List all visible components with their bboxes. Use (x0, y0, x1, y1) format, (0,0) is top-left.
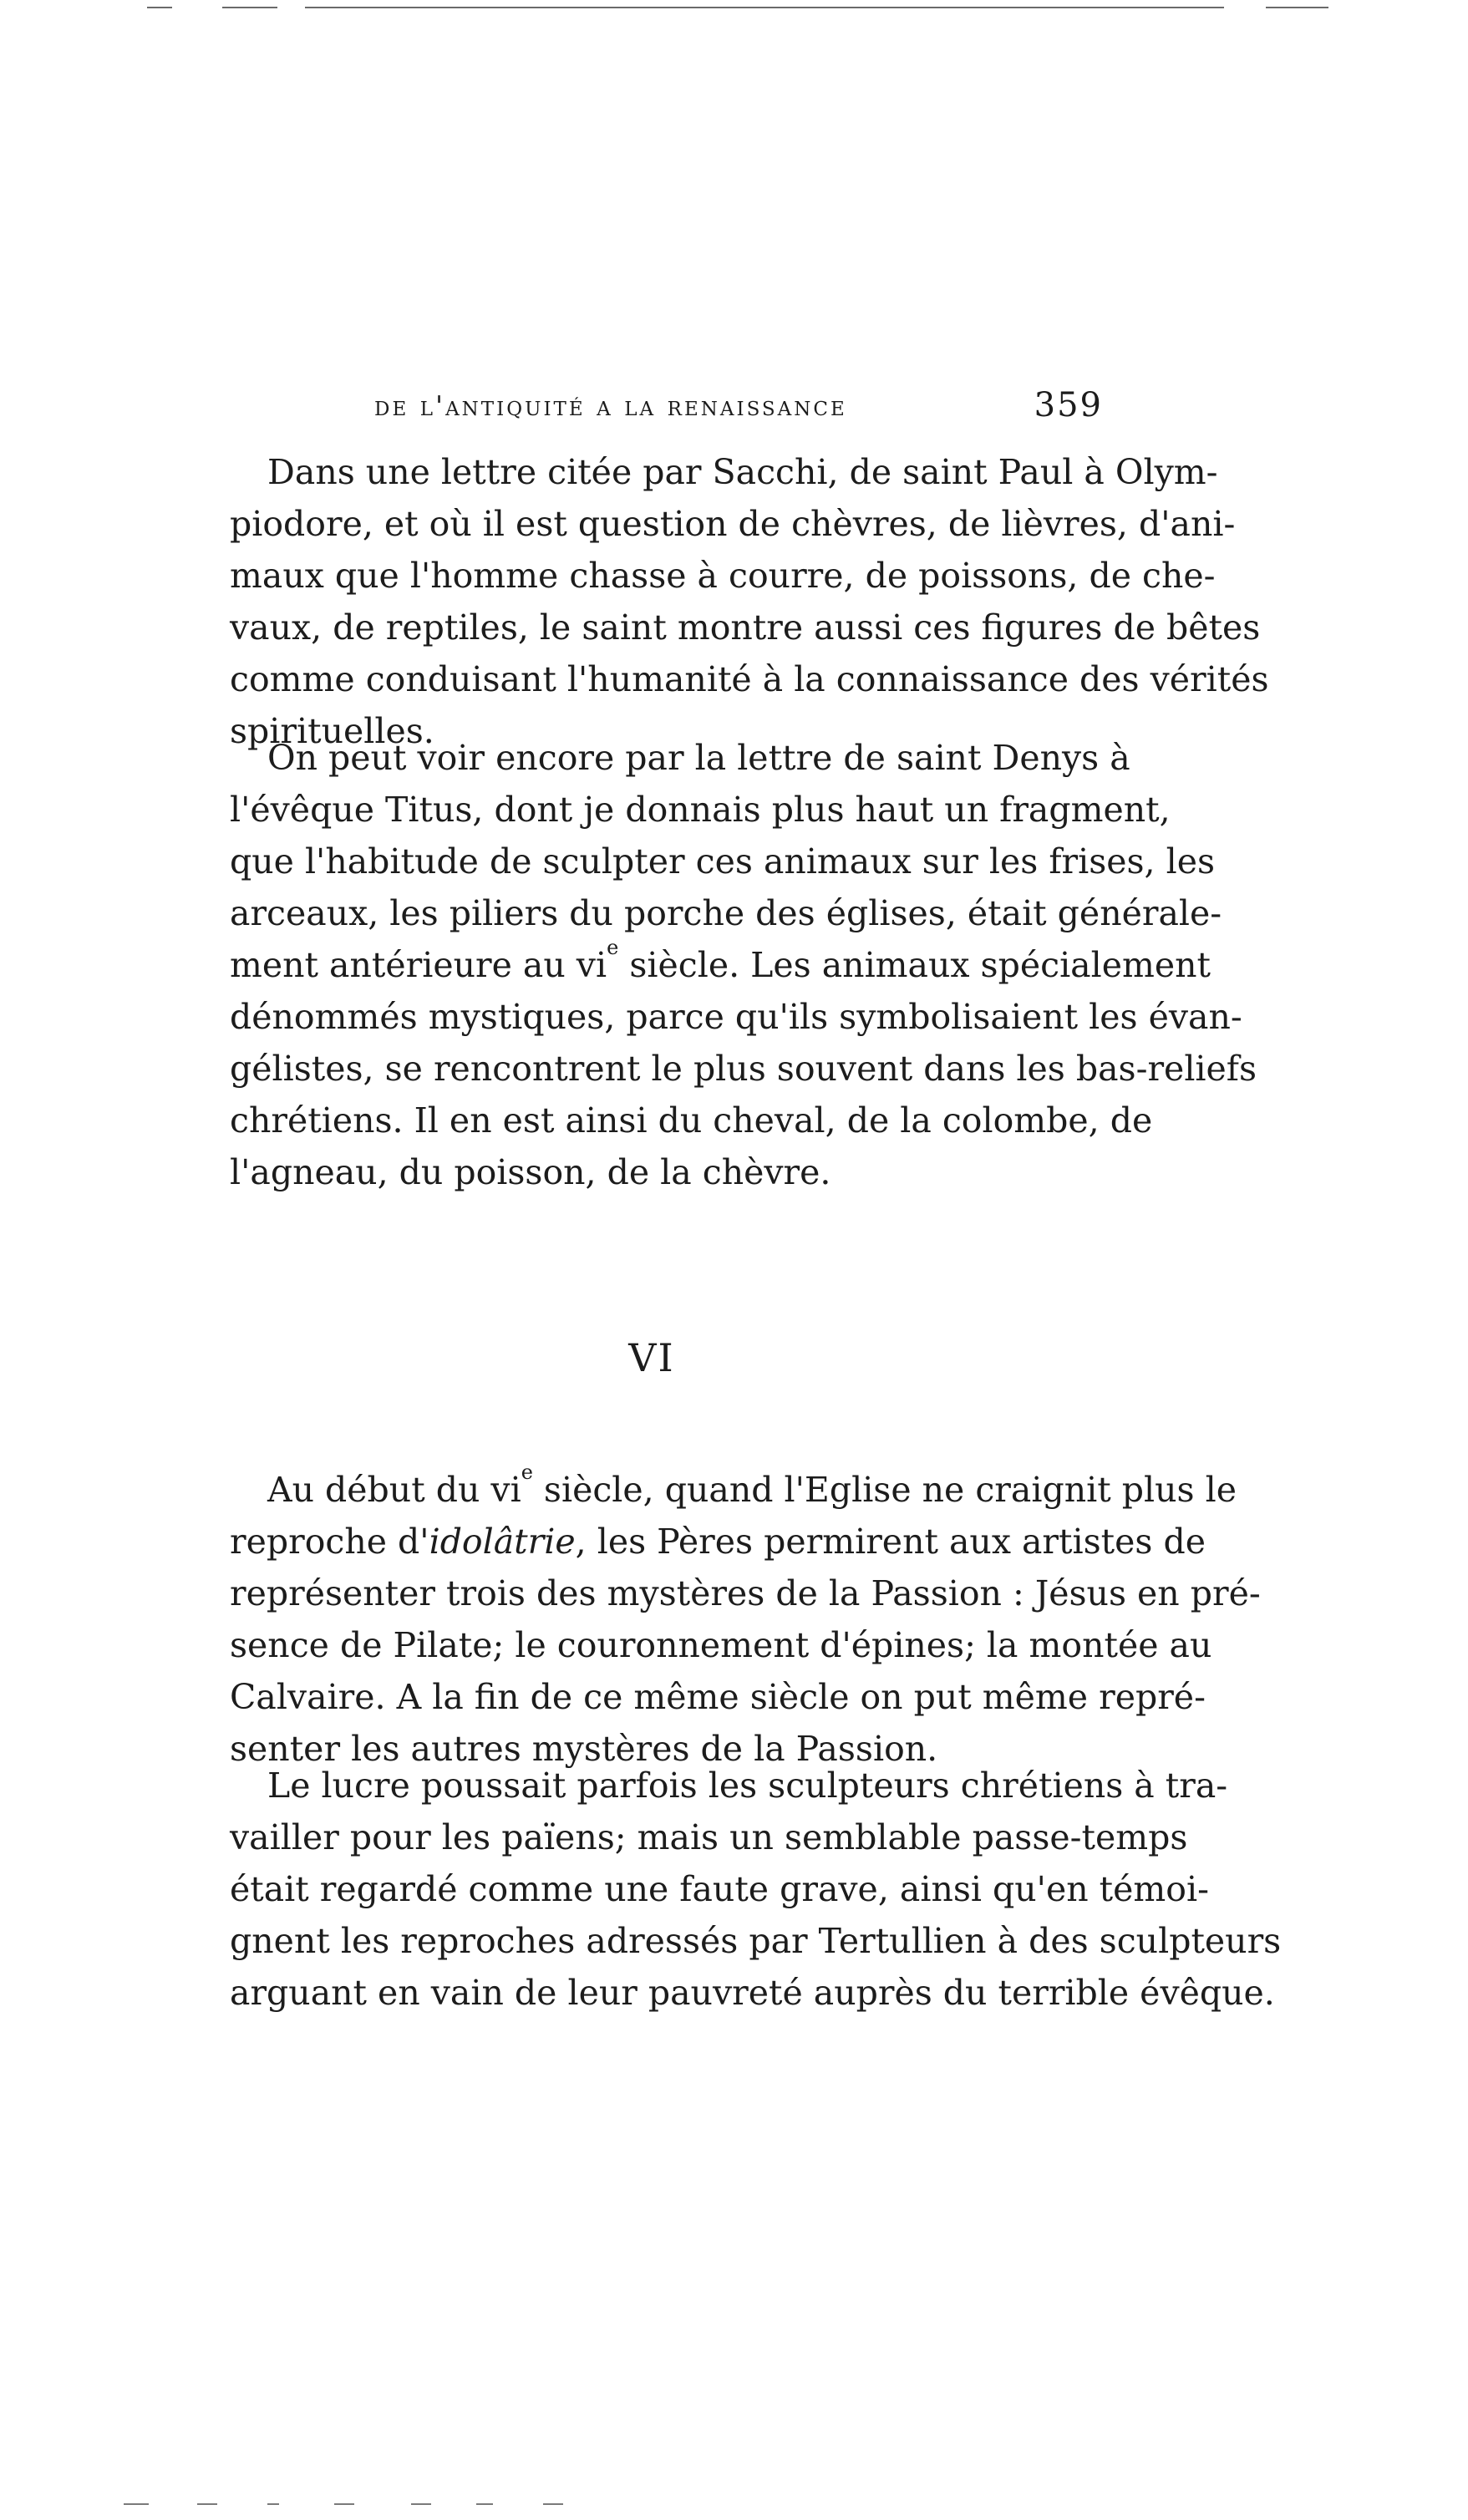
scan-dash-bottom-1 (124, 2503, 149, 2505)
text-line: vaux, de reptiles, le saint montre aussi ces figures de bêtes (230, 607, 1261, 648)
scan-rule-top-1 (147, 7, 172, 8)
text-line: dénommés mystiques, parce qu'ils symbolisaient les évan- (230, 997, 1242, 1037)
text-line (230, 1516, 1206, 1567)
text-line: représenter trois des mystères de la Passion : Jésus en pré- (230, 1573, 1261, 1613)
scan-dash-bottom-7 (543, 2503, 563, 2505)
text-line: était regardé comme une faute grave, ainsi qu'en témoi- (230, 1869, 1209, 1909)
scan-dash-bottom-3 (267, 2503, 279, 2505)
text-line: Dans une lettre citée par Sacchi, de saint Paul à Olym- (267, 452, 1218, 492)
scan-rule-top-3 (305, 7, 1224, 8)
paragraph-3 (230, 1461, 1261, 1775)
text-line: l'agneau, du poisson, de la chèvre. (230, 1152, 831, 1192)
paragraph-2 (230, 732, 1257, 1198)
text-line: maux que l'homme chasse à courre, de poissons, de che- (230, 556, 1216, 596)
text-line: arceaux, les piliers du porche des églises, était générale- (230, 893, 1222, 933)
text-line: vailler pour les païens; mais un semblable passe-temps (230, 1817, 1188, 1857)
text-line: que l'habitude de sculpter ces animaux sur les frises, les (230, 841, 1216, 881)
scan-dash-bottom-5 (411, 2503, 431, 2505)
text-fragment: reproche d' (230, 1522, 429, 1562)
text-fragment: siècle, quand l'Eglise ne craignit plus le (532, 1470, 1237, 1510)
paragraph-4 (230, 1760, 1282, 2019)
text-line (230, 1461, 1237, 1516)
scan-dash-bottom-4 (334, 2503, 354, 2505)
running-title: de l'antiquité a la renaissance (374, 389, 847, 422)
scan-dash-bottom-6 (476, 2503, 493, 2505)
scan-rule-top-4 (1266, 7, 1328, 8)
section-heading: VI (628, 1335, 675, 1380)
text-line: gnent les reproches adressés par Tertullien à des sculpteurs (230, 1921, 1282, 1961)
scan-dash-bottom-2 (197, 2503, 217, 2505)
text-line: chrétiens. Il en est ainsi du cheval, de la colombe, de (230, 1100, 1153, 1141)
text-line: spirituelles. (230, 711, 434, 751)
text-fragment: Au début du vi (267, 1470, 521, 1510)
text-line: gélistes, se rencontrent le plus souvent dans les bas-reliefs (230, 1049, 1257, 1089)
text-line: On peut voir encore par la lettre de saint Denys à (267, 738, 1130, 778)
text-fragment: siècle. Les animaux spécialement (618, 945, 1211, 985)
page-number: 359 (1034, 386, 1103, 424)
text-line: sence de Pilate; le couronnement d'épines; la montée au (230, 1625, 1212, 1665)
text-line: l'évêque Titus, dont je donnais plus haut un fragment, (230, 790, 1171, 830)
text-fragment: ment antérieure au vi (230, 945, 607, 985)
text-line: senter les autres mystères de la Passion. (230, 1729, 938, 1769)
superscript: e (607, 936, 619, 959)
text-fragment: , les Pères permirent aux artistes de (575, 1522, 1206, 1562)
running-head (374, 386, 1103, 428)
text-line: comme conduisant l'humanité à la connaissance des vérités (230, 659, 1269, 699)
text-line: Le lucre poussait parfois les sculpteurs chrétiens à tra- (267, 1766, 1228, 1806)
text-line: piodore, et où il est question de chèvres, de lièvres, d'ani- (230, 504, 1236, 544)
text-line: Calvaire. A la fin de ce même siècle on put même repré- (230, 1677, 1206, 1717)
italic-word: idolâtrie (429, 1522, 576, 1562)
paragraph-1 (230, 446, 1269, 757)
text-line: arguant en vain de leur pauvreté auprès du terrible évêque. (230, 1973, 1275, 2013)
superscript: e (521, 1461, 533, 1484)
text-line (230, 936, 1211, 991)
scan-rule-top-2 (222, 7, 277, 8)
